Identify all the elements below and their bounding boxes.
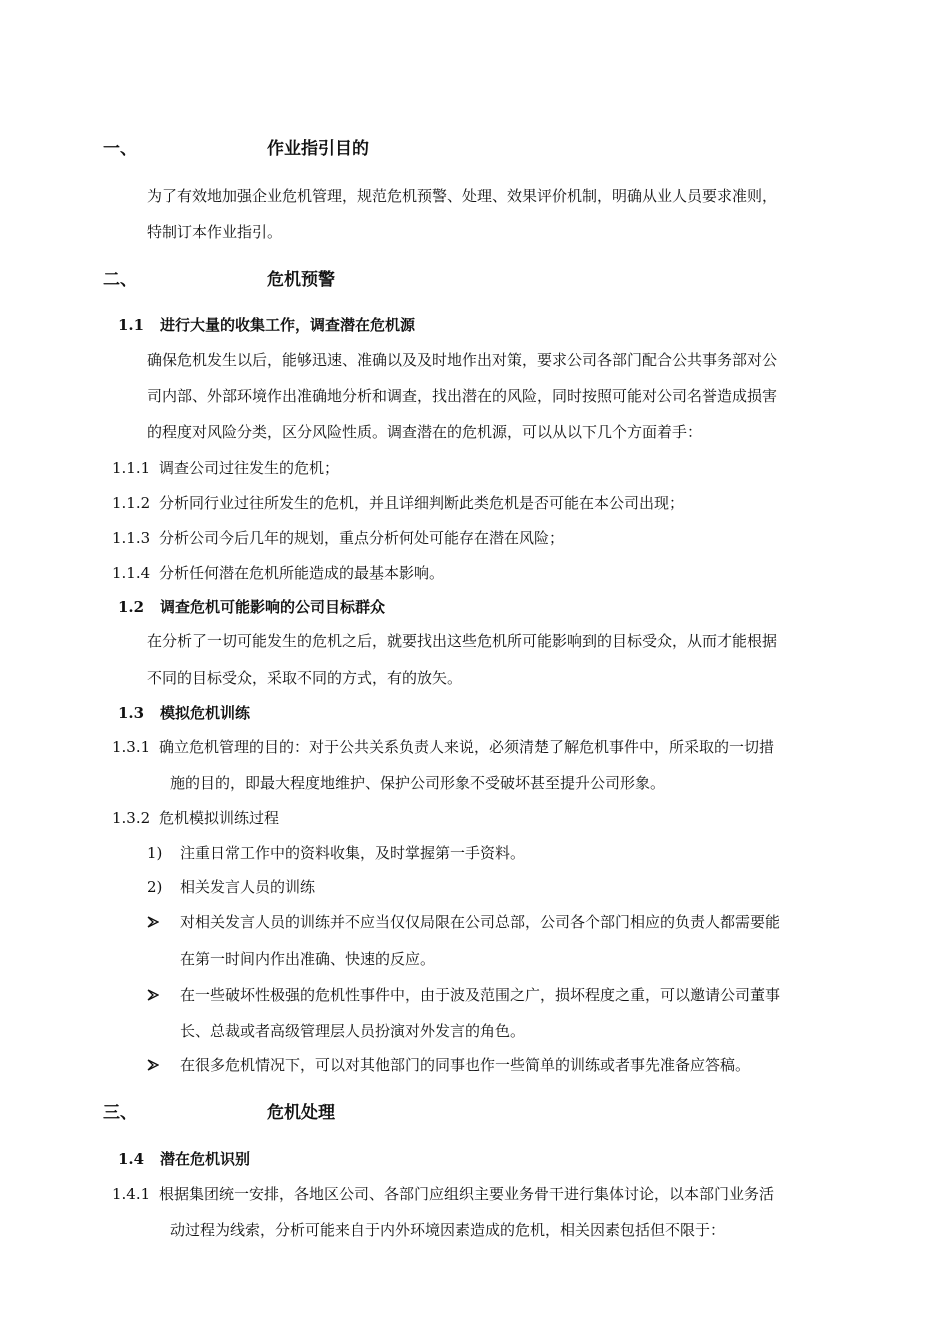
item-number: 1.1.3	[112, 529, 151, 547]
list-number: 2)	[147, 878, 163, 896]
item-text: 危机模拟训练过程	[159, 809, 280, 827]
item-number: 1.4.1	[112, 1185, 151, 1203]
item-text: 调查公司过往发生的危机；	[159, 459, 340, 477]
section-title: 危机处理	[267, 1103, 335, 1123]
item-text: 分析公司今后几年的规划，重点分析何处可能存在潜在风险；	[159, 529, 565, 547]
paragraph-line: 特制订本作业指引。	[147, 223, 283, 241]
subsection-number: 1.4	[118, 1150, 145, 1168]
arrow-bullet-icon	[147, 985, 159, 1007]
arrow-bullet-icon	[147, 1055, 159, 1077]
bullet-text: 在很多危机情况下，可以对其他部门的同事也作一些简单的训练或者事先准备应答稿。	[180, 1056, 751, 1074]
item-text: 分析同行业过往所发生的危机，并且详细判断此类危机是否可能在本公司出现；	[159, 494, 685, 512]
section-number: 一、	[103, 139, 137, 159]
bullet-text: 在一些破坏性极强的危机性事件中，由于波及范围之广，损坏程度之重，可以邀请公司董事	[180, 986, 781, 1004]
item-number: 1.1.1	[112, 459, 151, 477]
bullet-text: 在第一时间内作出准确、快速的反应。	[180, 950, 436, 968]
item-number: 1.1.2	[112, 494, 151, 512]
paragraph-line: 确保危机发生以后，能够迅速、准确以及及时地作出对策，要求公司各部门配合公共事务部对公	[147, 351, 778, 369]
bullet-text: 对相关发言人员的训练并不应当仅仅局限在公司总部，公司各个部门相应的负责人都需要能	[180, 913, 781, 931]
item-text: 分析任何潜在危机所能造成的最基本影响。	[159, 564, 445, 582]
subsection-number: 1.3	[118, 704, 145, 722]
list-text: 注重日常工作中的资料收集，及时掌握第一手资料。	[180, 844, 526, 862]
item-text: 确立危机管理的目的：对于公共关系负责人来说，必须清楚了解危机事件中，所采取的一切措	[159, 738, 775, 756]
paragraph-line: 的程度对风险分类，区分风险性质。调查潜在的危机源，可以从以下几个方面着手：	[147, 423, 703, 441]
subsection-title: 调查危机可能影响的公司目标群众	[160, 598, 386, 616]
paragraph-line: 不同的目标受众，采取不同的方式，有的放矢。	[147, 669, 463, 687]
section-title: 危机预警	[267, 270, 335, 290]
paragraph-line: 司内部、外部环境作出准确地分析和调查，找出潜在的风险，同时按照可能对公司名誉造成损害	[147, 387, 778, 405]
item-text: 动过程为线索，分析可能来自于内外环境因素造成的危机，相关因素包括但不限于：	[170, 1221, 726, 1239]
list-text: 相关发言人员的训练	[180, 878, 316, 896]
arrow-bullet-icon	[147, 912, 159, 934]
item-number: 1.3.2	[112, 809, 151, 827]
paragraph-line: 在分析了一切可能发生的危机之后，就要找出这些危机所可能影响到的目标受众，从而才能根据	[147, 632, 778, 650]
subsection-title: 模拟危机训练	[160, 704, 251, 722]
item-number: 1.1.4	[112, 564, 151, 582]
subsection-number: 1.1	[118, 316, 145, 334]
bullet-text: 长、总裁或者高级管理层人员扮演对外发言的角色。	[180, 1022, 526, 1040]
subsection-title: 进行大量的收集工作，调查潜在危机源	[160, 316, 416, 334]
item-text: 根据集团统一安排，各地区公司、各部门应组织主要业务骨干进行集体讨论，以本部门业务活	[159, 1185, 775, 1203]
subsection-number: 1.2	[118, 598, 145, 616]
item-number: 1.3.1	[112, 738, 151, 756]
section-number: 三、	[103, 1103, 137, 1123]
paragraph-line: 为了有效地加强企业危机管理，规范危机预警、处理、效果评价机制，明确从业人员要求准则，	[147, 187, 778, 205]
section-title: 作业指引目的	[267, 139, 369, 159]
item-text: 施的目的，即最大程度地维护、保护公司形象不受破坏甚至提升公司形象。	[170, 774, 666, 792]
subsection-title: 潜在危机识别	[160, 1150, 251, 1168]
section-number: 二、	[103, 270, 137, 290]
list-number: 1)	[147, 844, 163, 862]
